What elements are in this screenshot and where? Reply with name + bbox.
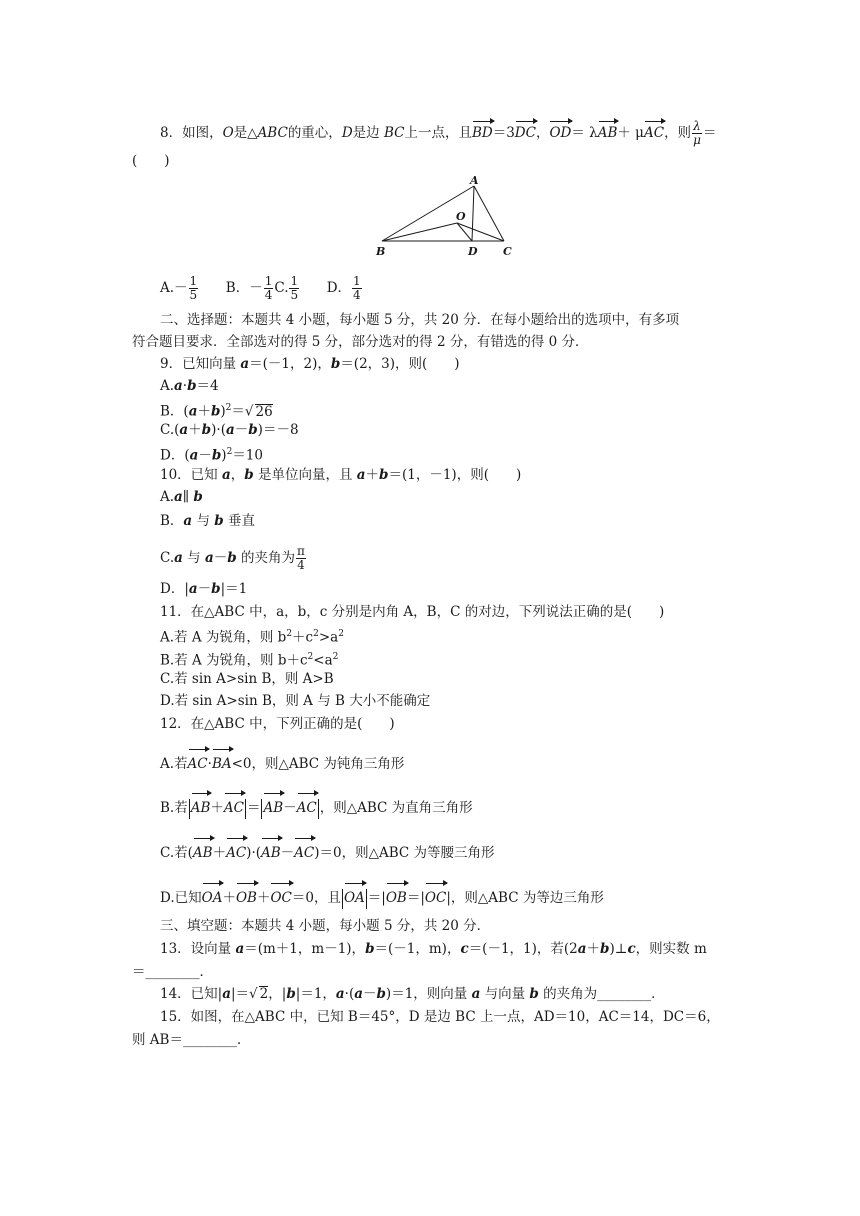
q12-option-c[interactable]: C.若(AB＋AC)·(AB－AC)＝0，则△ABC 为等腰三角形	[160, 841, 495, 865]
section2-heading-cont: 符合题目要求．全部选对的得 5 分，部分选对的得 2 分，有错选的得 0 分．	[132, 334, 589, 350]
triangle-figure	[372, 176, 522, 261]
q8-stem: 8．如图，O是△ABC的重心，D是边 BC上一点，且BD＝3DC，OD＝ λAB＋ μAC，则 $\frac{\lambda}{\mu}$ ＝	[160, 119, 717, 147]
q9-stem: 9．已知向量 a＝(－1，2)，b＝(2，3)，则( )	[160, 356, 460, 372]
vector-bd: BD	[471, 125, 493, 141]
q12-stem: 12．在△ABC 中，下列正确的是( )	[160, 716, 395, 732]
q9-option-a[interactable]: A.a·b＝4	[160, 378, 219, 394]
q10-option-c[interactable]: C.a 与 a－b 的夹角为 $\frac{\pi}{4}$	[160, 544, 305, 572]
vector-ab: AB	[597, 125, 618, 141]
vector-dc: DC	[514, 125, 536, 141]
q8-answer-paren: ( )	[132, 153, 170, 169]
section3-heading: 三、填空题：本题共 4 小题，每小题 5 分，共 20 分．	[160, 918, 491, 934]
label-a: A	[470, 176, 479, 187]
q11-option-d[interactable]: D.若 sin A>sin B，则 A 与 B 大小不能确定	[160, 693, 431, 709]
q10-option-a[interactable]: A.a∥ b	[160, 489, 203, 505]
section2-heading: 二、选择题：本题共 4 小题，每小题 5 分，共 20 分．在每小题给出的选项中，有多项	[160, 312, 680, 328]
q8-options	[160, 270, 363, 306]
q10-option-d[interactable]: D．|a－b|＝1	[160, 581, 248, 597]
vector-od: OD	[549, 125, 572, 141]
q14-stem: 14．已知|a|＝√ 2，|b|＝1，a·(a－b)＝1，则向量 a 与向量 b 的夹角为________．	[160, 986, 665, 1002]
option-c[interactable]: C. $\frac{1}{5}$	[274, 274, 299, 302]
q15-stem: 15．如图，在△ABC 中，已知 B＝45°，D 是边 BC 上一点，AD＝10，AC＝14，DC＝6，	[160, 1009, 720, 1025]
q13-blank[interactable]: ＝________．	[132, 964, 213, 980]
label-d: D	[468, 245, 478, 258]
q12-option-b[interactable]: B.若 AB＋AC ＝ AB－AC ，则△ABC 为直角三角形	[160, 796, 473, 820]
q11-stem: 11．在△ABC 中，a，b，c 分别是内角 A，B，C 的对边，下列说法正确的是( )	[160, 604, 665, 620]
q11-option-a[interactable]: A.若 A 为锐角，则 $b^2+c^2>a^2$	[160, 629, 344, 646]
segment-bo	[382, 223, 457, 241]
q11-option-b[interactable]: B.若 A 为锐角，则 $b+c^2<a^2$	[160, 652, 339, 669]
vector-ac: AC	[643, 125, 665, 141]
segment-ad	[472, 186, 474, 241]
lambda-over-mu: $\frac{\lambda}{\mu}$	[693, 119, 701, 147]
edge-ac	[474, 186, 504, 241]
option-a[interactable]: A.－ $\frac{1}{5}$	[160, 274, 198, 302]
option-b[interactable]: B．－ $\frac{1}{4}$	[225, 274, 273, 302]
q12-option-a[interactable]: A.若AC·BA<0，则△ABC 为钝角三角形	[160, 752, 404, 776]
label-b: B	[376, 245, 386, 258]
q15-blank[interactable]: 则 AB＝________．	[132, 1032, 251, 1048]
q10-option-b[interactable]: B．a 与 b 垂直	[160, 513, 256, 529]
q11-option-c[interactable]: C.若 sin A>sin B，则 A>B	[160, 671, 334, 687]
option-d[interactable]: D． $\frac{1}{4}$	[326, 274, 361, 302]
label-o: O	[456, 210, 466, 223]
q9-option-b[interactable]: B．$(a+b)^2=√$ 26	[160, 403, 273, 420]
q9-option-c[interactable]: C.(a＋b)·(a－b)＝－8	[160, 422, 299, 438]
q13-stem: 13．设向量 a＝(m＋1，m－1)，b＝(－1，m)，c＝(－1，1)，若(2a＋b)⊥c，则实数 m	[160, 941, 707, 957]
q9-option-d[interactable]: D．$(a-b)^2=10$	[160, 447, 263, 464]
label-c: C	[503, 245, 512, 258]
q12-option-d[interactable]: D.已知OA＋OB＋OC＝0，且 OA ＝|OB＝|OC|，则△ABC 为等边三角形	[160, 886, 604, 910]
q10-stem: 10．已知 a，b 是单位向量，且 a＋b＝(1，－1)，则( )	[160, 467, 522, 483]
